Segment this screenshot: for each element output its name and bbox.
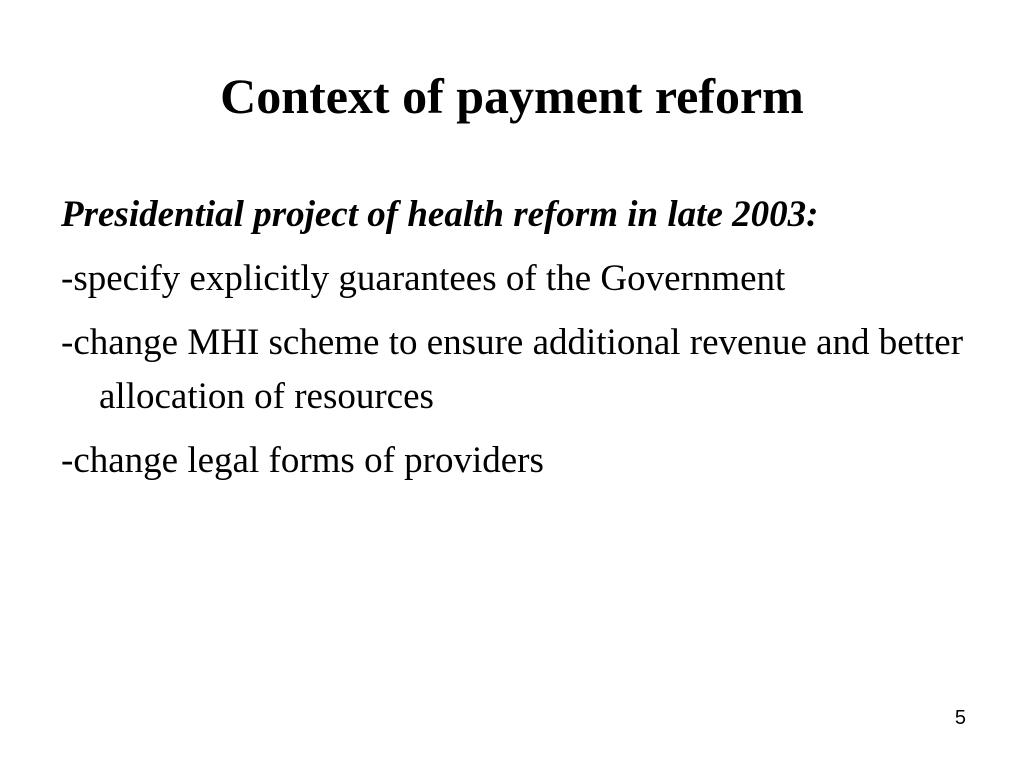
bullet-item: -change MHI scheme to ensure additional revenue and better allocation of resources bbox=[61, 322, 964, 417]
slide-number: 5 bbox=[954, 707, 966, 729]
slide-body-list bbox=[61, 188, 981, 498]
bullet-item: -specify explicitly guarantees of the Government bbox=[61, 258, 786, 299]
slide-title: Context of payment reform bbox=[220, 68, 804, 124]
body-heading: Presidential project of health reform in late 2003: bbox=[61, 194, 819, 235]
bullet-item: -change legal forms of providers bbox=[61, 440, 544, 481]
